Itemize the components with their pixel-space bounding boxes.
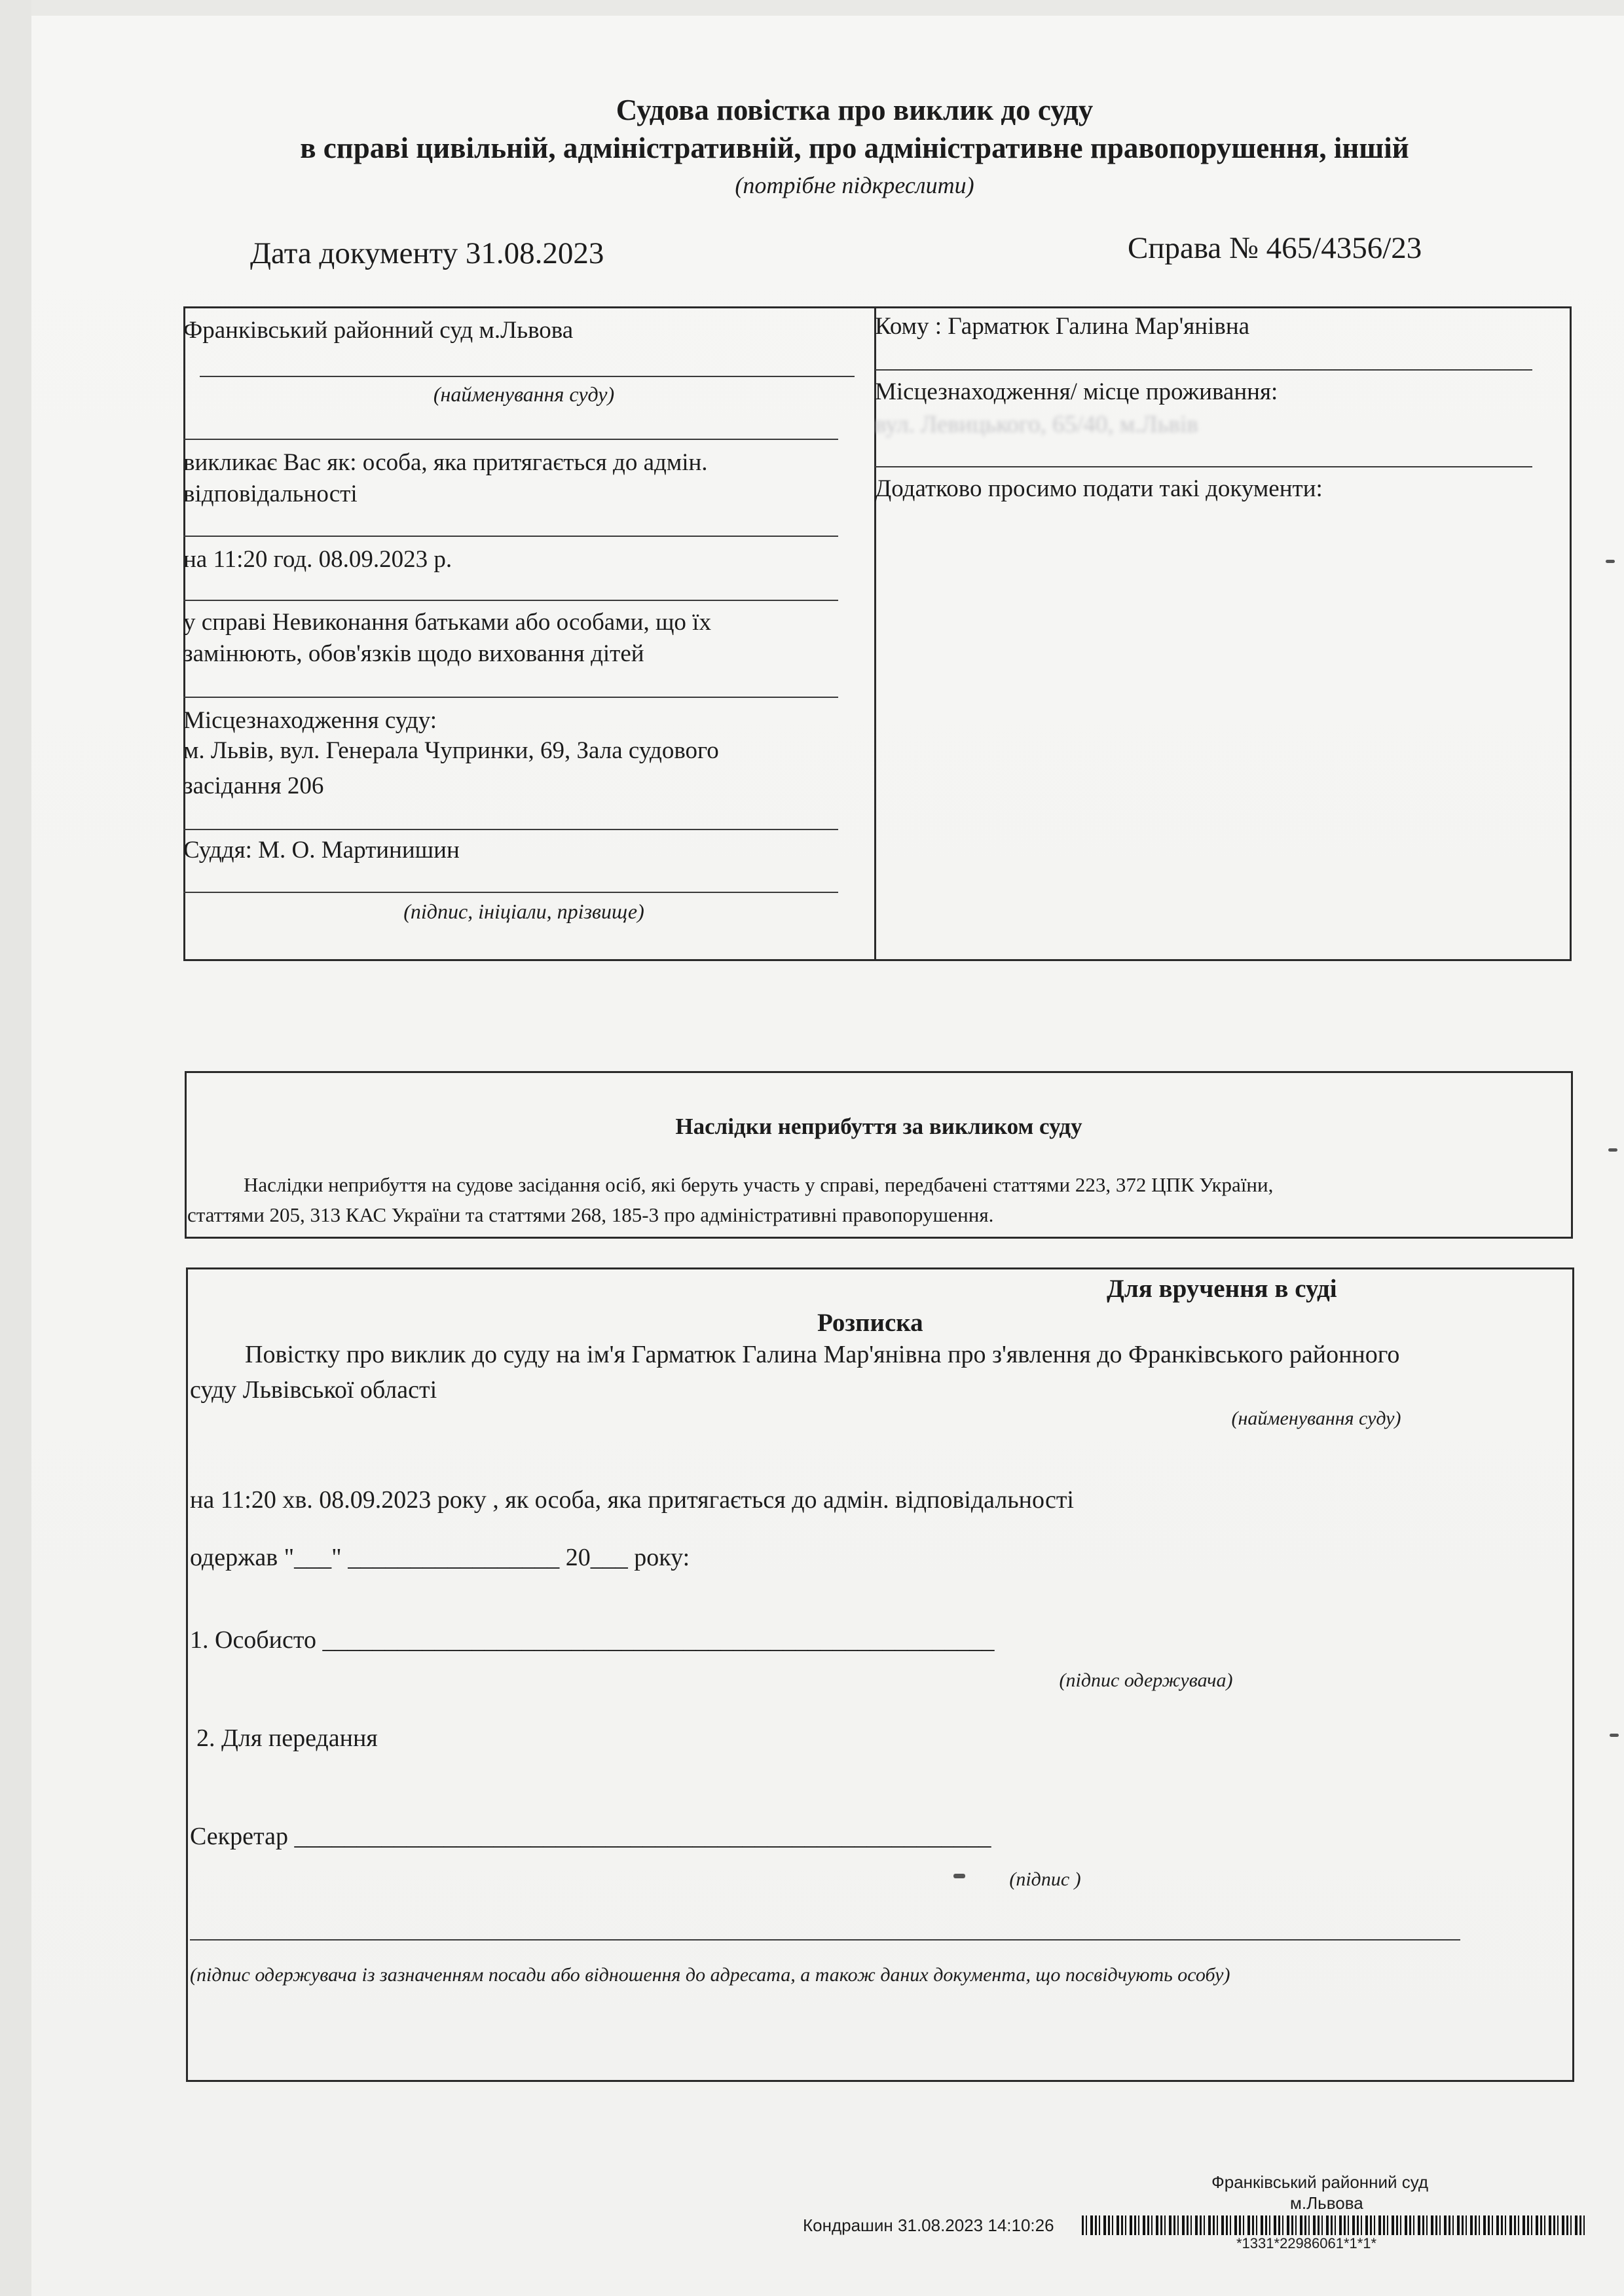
personally-signature-line: 1. Особисто ______________________________________________________ — [190, 1626, 995, 1654]
judge-name: Суддя: М. О. Мартинишин — [183, 837, 460, 864]
divider — [875, 466, 1532, 467]
scan-speck — [1610, 1734, 1619, 1737]
document-date: Дата документу 31.08.2023 — [250, 236, 604, 270]
divider — [183, 600, 838, 601]
divider — [183, 439, 838, 440]
address-value-redacted: вул. Левицького, 65/40, м.Львів — [875, 411, 1198, 438]
scan-speck — [1606, 560, 1615, 563]
court-name-caption: (найменування суду) — [433, 382, 615, 406]
court-location-line2: засідання 206 — [183, 773, 324, 799]
document-title: Судова повістка про виклик до суду — [616, 94, 1094, 126]
consequences-title: Наслідки неприбуття за викликом суду — [675, 1114, 1082, 1139]
receipt-bottom-underline — [190, 1939, 1460, 1941]
divider — [183, 697, 838, 698]
ink-mark — [953, 1874, 965, 1878]
address-label: Місцезнаходження/ місце проживання: — [875, 378, 1278, 405]
footer-court-line2: м.Львова — [1290, 2193, 1363, 2213]
for-court-delivery: Для вручення в суді — [1107, 1275, 1337, 1303]
receipt-text-line2: суду Львівської області — [190, 1376, 437, 1404]
secretary-sign-caption: (підпис ) — [1009, 1868, 1081, 1890]
secretary-signature-line: Секретар ________________________________________________________ — [190, 1823, 991, 1850]
scan-top-edge — [0, 0, 1624, 16]
consequences-text-line1: Наслідки неприбуття на судове засідання осіб, які беруть участь у справі, передбачені статтями 223, 372 ЦПК України, — [244, 1173, 1274, 1196]
for-transfer-label: 2. Для передання — [196, 1724, 378, 1752]
footer-stamp: Кондрашин 31.08.2023 14:10:26 — [803, 2215, 1054, 2235]
receipt-time-line: на 11:20 хв. 08.09.2023 року , як особа, яка притягається до адмін. відповідальності — [190, 1486, 1074, 1514]
summons-as-line1: викликає Вас як: особа, яка притягається до адмін. — [183, 449, 708, 476]
case-subject-line2: замінюють, обов'язків щодо виховання дітей — [183, 640, 644, 667]
barcode — [1082, 2215, 1585, 2235]
footer-court-line1: Франківський районний суд — [1211, 2172, 1429, 2192]
barcode-text: *1331*22986061*1*1* — [1236, 2235, 1377, 2251]
document-subtitle: в справі цивільній, адміністративній, про адміністративне правопорушення, іншій — [300, 132, 1409, 164]
divider — [875, 369, 1532, 371]
summons-as-line2: відповідальності — [183, 481, 358, 507]
case-number: Справа № 465/4356/23 — [1128, 231, 1422, 265]
receipt-bottom-caption: (підпис одержувача із зазначенням посади або відношення до адресата, а також даних документа, що посвідчують особу) — [190, 1964, 1230, 1986]
case-subject-line1: у справі Невиконання батьками або особами, що їх — [183, 609, 711, 636]
divider — [183, 536, 838, 537]
receipt-title: Розписка — [817, 1309, 923, 1337]
court-location-label: Місцезнаходження суду: — [183, 707, 437, 734]
court-location-line1: м. Львів, вул. Генерала Чупринки, 69, Зала судового — [183, 737, 719, 764]
scan-left-edge — [0, 0, 31, 2296]
court-name: Франківський районний суд м.Львова — [183, 317, 574, 344]
underline-note: (потрібне підкреслити) — [735, 172, 974, 198]
received-date-line: одержав "___" _________________ 20___ року: — [190, 1544, 690, 1571]
recipient-name: Кому : Гарматюк Галина Мар'янівна — [875, 313, 1250, 340]
scan-speck — [1608, 1148, 1617, 1152]
consequences-text-line2: статтями 205, 313 КАС України та статтями 268, 185-3 про адміністративні правопорушення. — [187, 1203, 994, 1226]
court-name-underline — [200, 376, 855, 377]
divider — [183, 829, 838, 830]
documents-label: Додатково просимо подати такі документи: — [875, 475, 1323, 502]
judge-signature-line — [183, 892, 838, 893]
recipient-sign-caption: (підпис одержувача) — [1059, 1669, 1233, 1691]
hearing-time: на 11:20 год. 08.09.2023 р. — [183, 546, 452, 573]
judge-caption: (підпис, ініціали, прізвище) — [403, 900, 644, 923]
receipt-court-caption: (найменування суду) — [1231, 1408, 1401, 1429]
receipt-text-line1: Повістку про виклик до суду на ім'я Гарматюк Галина Мар'янівна про з'явлення до Франківського районного — [245, 1341, 1400, 1368]
